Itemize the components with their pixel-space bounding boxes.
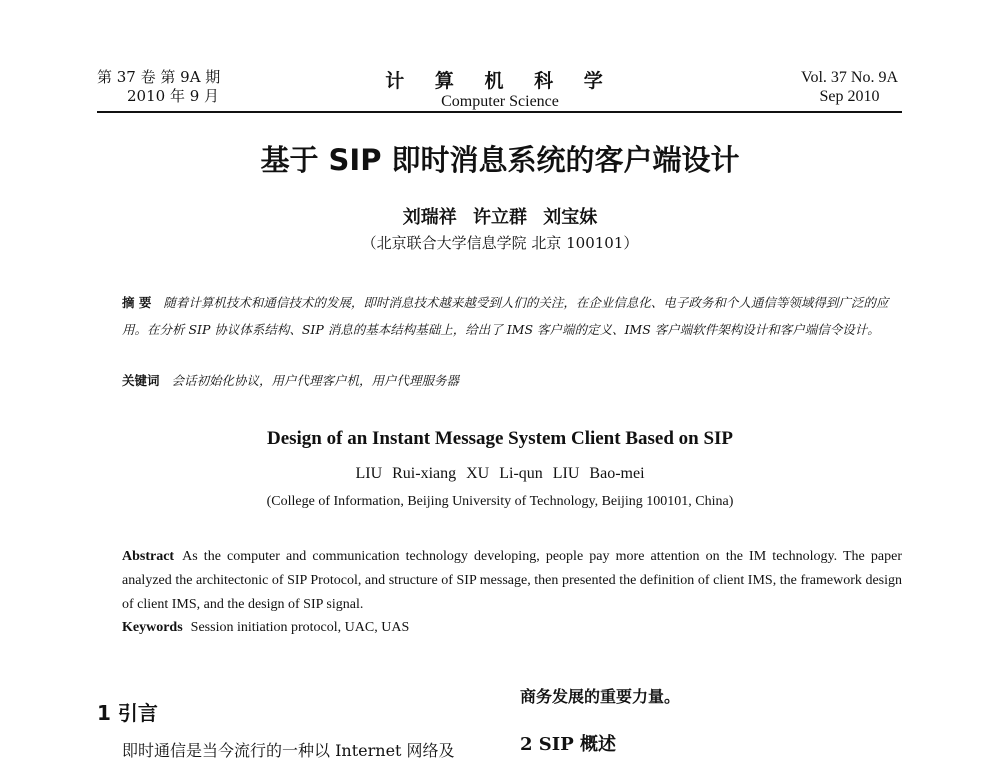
- journal-volume-en: [801, 68, 898, 106]
- journal-name-en: Computer Science: [441, 93, 559, 110]
- affiliation-zh: （北京联合大学信息学院 北京 100101）: [361, 234, 639, 252]
- section-heading-sip: 2 SIP 概述: [520, 734, 617, 755]
- volume-issue: 第 37 卷 第 9A 期: [97, 68, 221, 86]
- authors-zh: 刘瑞祥 许立群 刘宝妹: [402, 207, 598, 228]
- paper-title-en: Design of an Instant Message System Client Based on SIP: [266, 428, 734, 449]
- keywords-zh: [122, 371, 902, 389]
- keywords-label-en: Keywords: [122, 620, 183, 635]
- section-intro-text: 即时通信是当今流行的一种以 Internet 网络及: [122, 741, 455, 760]
- publication-date-en: Sep 2010: [819, 88, 880, 105]
- volume-no-en: Vol. 37 No. 9A: [800, 69, 898, 86]
- header-rule: [97, 111, 902, 113]
- abstract-en: [122, 545, 902, 617]
- section-heading-intro: 1 引言: [97, 701, 158, 725]
- keywords-label-zh: 关键词: [122, 373, 160, 388]
- keywords-en: [122, 620, 902, 636]
- affiliation-en: (College of Information, Beijing University of Technology, Beijing 100101, China): [266, 494, 734, 509]
- abstract-label-zh: 摘 要: [122, 295, 152, 310]
- abstract-text-zh: 随着计算机技术和通信技术的发展，即时消息技术越来越受到人们的关注，在企业信息化、电子政务和个人通信等领域得到广泛的应用。在分析 SIP 协议体系结构、SIP 消息的基本结构基础上，给出了 IMS 客户端的定义、IMS 客户端软件架构设计和客户端信令设计。: [122, 295, 889, 337]
- publication-date-zh: 2010 年 9 月: [127, 87, 220, 105]
- abstract-text-en: As the computer and communication technology developing, people pay more attention on the IM technology. The paper analyzed the architectonic of SIP Protocol, and structure of SIP message, then presented the definition of client IMS, the framework design of client IMS, and the design of SIP signal.: [122, 549, 902, 612]
- right-column-text: 商务发展的重要力量。: [520, 687, 681, 706]
- abstract-zh: [122, 289, 902, 343]
- journal-name-zh: 计 算 机 科 学: [385, 70, 615, 92]
- authors-en: LIU Rui-xiang XU Li-qun LIU Bao-mei: [355, 465, 645, 482]
- abstract-label-en: Abstract: [122, 549, 175, 564]
- keywords-text-zh: 会话初始化协议，用户代理客户机，用户代理服务器: [171, 373, 460, 388]
- keywords-text-en: Session initiation protocol, UAC, UAS: [190, 620, 410, 635]
- paper-title-zh: 基于 SIP 即时消息系统的客户端设计: [260, 143, 740, 177]
